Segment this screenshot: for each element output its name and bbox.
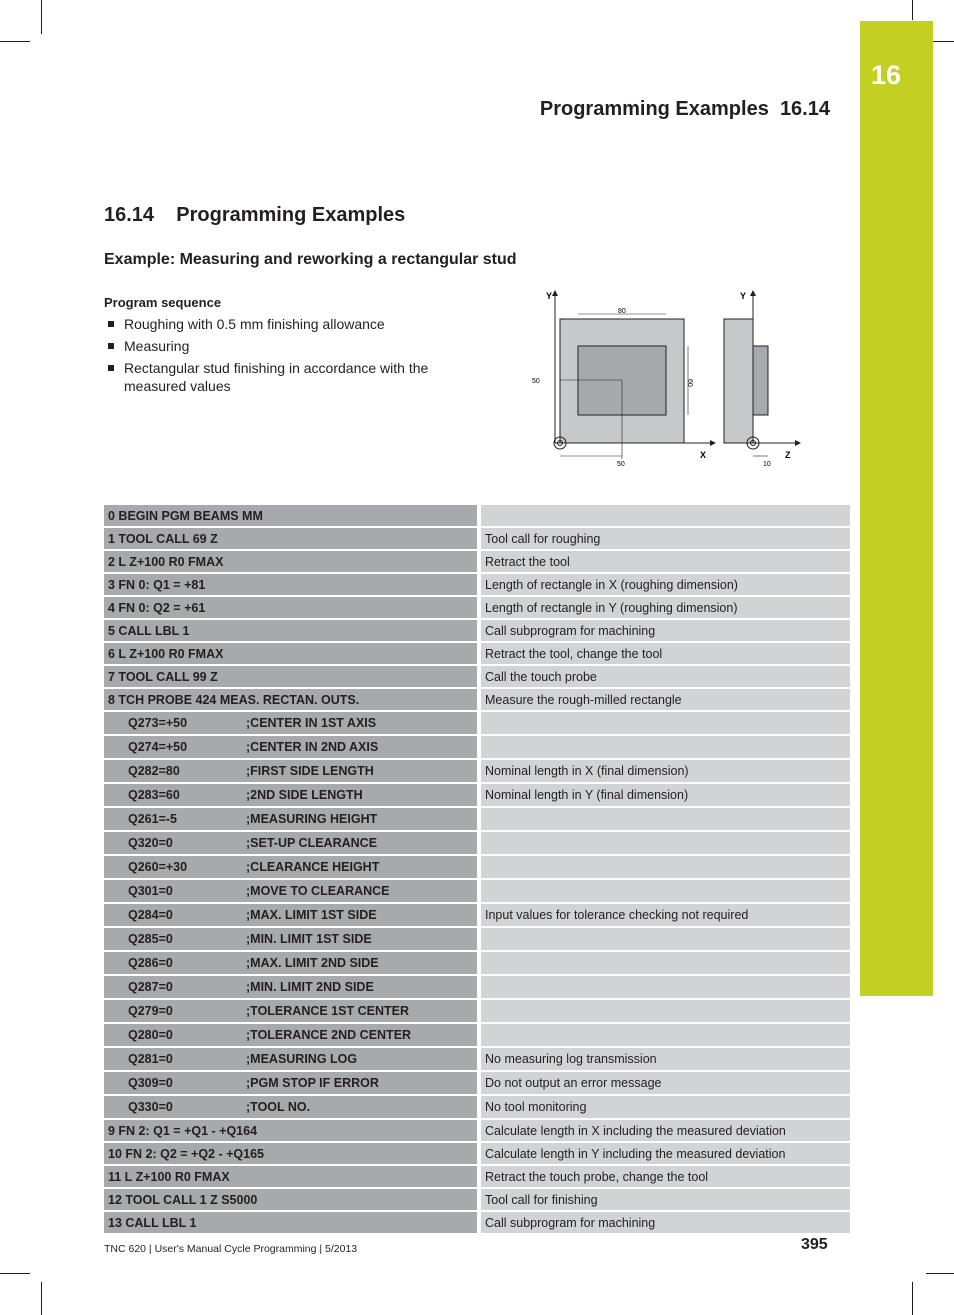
code-cell: 11 L Z+100 R0 FMAX	[104, 1165, 479, 1188]
comment-cell: No tool monitoring	[479, 1095, 850, 1119]
comment-cell	[479, 505, 850, 527]
code-cell: 8 TCH PROBE 424 MEAS. RECTAN. OUTS.	[104, 688, 479, 711]
workpiece-drawing	[530, 288, 810, 473]
comment-cell: Do not output an error message	[479, 1071, 850, 1095]
table-row	[104, 596, 850, 619]
param-name: Q301=0	[128, 884, 173, 898]
param-row	[104, 711, 850, 735]
comment-cell: Retract the tool, change the tool	[479, 642, 850, 665]
crop-mark	[912, 0, 913, 20]
comment-cell: Length of rectangle in Y (roughing dimension)	[479, 596, 850, 619]
param-desc: ;TOOL NO.	[246, 1100, 311, 1114]
example-title: Example: Measuring and reworking a rectangular stud	[104, 251, 517, 268]
crop-mark	[912, 1282, 913, 1315]
running-head: Programming Examples 16.14	[539, 98, 830, 120]
param-row	[104, 999, 850, 1023]
param-name: Q283=60	[128, 788, 180, 802]
param-row	[104, 855, 850, 879]
comment-cell	[479, 831, 850, 855]
param-row	[104, 1071, 850, 1095]
param-name: Q309=0	[128, 1076, 173, 1090]
table-row	[104, 665, 850, 688]
side-stud-outline	[753, 346, 768, 415]
param-row	[104, 759, 850, 783]
param-name: Q280=0	[128, 1028, 173, 1042]
param-desc: ;TOLERANCE 1ST CENTER	[246, 1004, 409, 1018]
param-row	[104, 903, 850, 927]
param-desc: ;TOLERANCE 2ND CENTER	[246, 1028, 412, 1042]
comment-cell: Call subprogram for machining	[479, 619, 850, 642]
code-cell: 5 CALL LBL 1	[104, 619, 479, 642]
dim-50-y: 50	[532, 378, 540, 385]
param-desc: ;2ND SIDE LENGTH	[246, 788, 363, 802]
param-row	[104, 783, 850, 807]
comment-cell: Retract the touch probe, change the tool	[479, 1165, 850, 1188]
list-item	[104, 315, 464, 333]
comment-cell: Calculate length in Y including the measured deviation	[479, 1142, 850, 1165]
param-name: Q260=+30	[128, 860, 188, 874]
code-cell: 3 FN 0: Q1 = +81	[104, 573, 479, 596]
dim-80: 80	[618, 308, 626, 315]
comment-cell	[479, 735, 850, 759]
param-desc: ;CLEARANCE HEIGHT	[246, 860, 380, 874]
param-desc: ;CENTER IN 2ND AXIS	[246, 740, 379, 754]
param-row	[104, 1047, 850, 1071]
param-row	[104, 975, 850, 999]
param-name: Q284=0	[128, 908, 173, 922]
comment-cell: Tool call for roughing	[479, 527, 850, 550]
param-row	[104, 1095, 850, 1119]
axis-label-x: X	[700, 450, 707, 460]
crop-mark	[0, 1273, 30, 1274]
code-cell: 0 BEGIN PGM BEAMS MM	[104, 505, 479, 527]
program-table	[104, 505, 850, 1235]
code-cell: 1 TOOL CALL 69 Z	[104, 527, 479, 550]
param-desc: ;MIN. LIMIT 2ND SIDE	[246, 980, 374, 994]
bullet-icon	[108, 321, 114, 327]
comment-cell: Measure the rough-milled rectangle	[479, 688, 850, 711]
dim-60: 60	[686, 379, 693, 387]
param-row	[104, 1023, 850, 1047]
table-row	[104, 688, 850, 711]
comment-cell	[479, 975, 850, 999]
param-name: Q281=0	[128, 1052, 173, 1066]
param-desc: ;MEASURING LOG	[246, 1052, 358, 1066]
table-row	[104, 1142, 850, 1165]
table-row	[104, 527, 850, 550]
table-row	[104, 1211, 850, 1234]
code-cell: 12 TOOL CALL 1 Z S5000	[104, 1188, 479, 1211]
crop-mark	[926, 1273, 954, 1274]
code-cell: 9 FN 2: Q1 = +Q1 - +Q164	[104, 1119, 479, 1142]
comment-cell	[479, 1023, 850, 1047]
code-cell: 7 TOOL CALL 99 Z	[104, 665, 479, 688]
param-name: Q279=0	[128, 1004, 173, 1018]
table-row	[104, 1188, 850, 1211]
code-cell: 13 CALL LBL 1	[104, 1211, 479, 1234]
param-name: Q286=0	[128, 956, 173, 970]
comment-cell	[479, 711, 850, 735]
axis-label-y: Y	[740, 291, 747, 301]
dim-10: 10	[763, 461, 771, 468]
code-cell: 2 L Z+100 R0 FMAX	[104, 550, 479, 573]
param-desc: ;FIRST SIDE LENGTH	[246, 764, 374, 778]
code-cell: 4 FN 0: Q2 = +61	[104, 596, 479, 619]
table-row	[104, 505, 850, 527]
table-row	[104, 619, 850, 642]
comment-cell: Input values for tolerance checking not required	[479, 903, 850, 927]
comment-cell: Tool call for finishing	[479, 1188, 850, 1211]
param-row	[104, 735, 850, 759]
section-title: 16.14 Programming Examples	[104, 204, 406, 226]
comment-cell: Retract the tool	[479, 550, 850, 573]
table-row	[104, 550, 850, 573]
param-name: Q287=0	[128, 980, 173, 994]
comment-cell	[479, 879, 850, 903]
footer-text: TNC 620 | User's Manual Cycle Programming | 5/2013	[104, 1243, 358, 1255]
bullet-icon	[108, 365, 114, 371]
param-desc: ;MAX. LIMIT 1ST SIDE	[246, 908, 377, 922]
comment-cell	[479, 855, 850, 879]
param-desc: ;MOVE TO CLEARANCE	[246, 884, 390, 898]
param-desc: ;MEASURING HEIGHT	[246, 812, 378, 826]
list-item	[104, 337, 464, 355]
list-item-text: Roughing with 0.5 mm finishing allowance	[124, 316, 385, 332]
comment-cell	[479, 927, 850, 951]
crop-mark	[41, 0, 42, 34]
param-name: Q274=+50	[128, 740, 188, 754]
table-row	[104, 1165, 850, 1188]
comment-cell: Length of rectangle in X (roughing dimension)	[479, 573, 850, 596]
param-row	[104, 807, 850, 831]
comment-cell: Call the touch probe	[479, 665, 850, 688]
comment-cell	[479, 807, 850, 831]
param-desc: ;SET-UP CLEARANCE	[246, 836, 378, 850]
table-row	[104, 573, 850, 596]
comment-cell	[479, 951, 850, 975]
param-name: Q285=0	[128, 932, 173, 946]
comment-cell: Nominal length in X (final dimension)	[479, 759, 850, 783]
sequence-list	[104, 315, 464, 399]
param-desc: ;CENTER IN 1ST AXIS	[246, 716, 377, 730]
param-name: Q273=+50	[128, 716, 188, 730]
table-row	[104, 642, 850, 665]
comment-cell	[479, 999, 850, 1023]
code-cell: 10 FN 2: Q2 = +Q2 - +Q165	[104, 1142, 479, 1165]
param-name: Q320=0	[128, 836, 173, 850]
table-row	[104, 1119, 850, 1142]
list-item	[104, 359, 464, 395]
param-row	[104, 831, 850, 855]
axis-label-z: Z	[785, 450, 791, 460]
chapter-tab	[860, 21, 933, 996]
comment-cell: Nominal length in Y (final dimension)	[479, 783, 850, 807]
comment-cell: Call subprogram for machining	[479, 1211, 850, 1234]
side-blank-outline	[724, 319, 753, 443]
crop-mark	[41, 1282, 42, 1315]
bullet-icon	[108, 343, 114, 349]
param-row	[104, 927, 850, 951]
comment-cell: No measuring log transmission	[479, 1047, 850, 1071]
dim-50-x: 50	[617, 461, 625, 468]
param-row	[104, 879, 850, 903]
crop-mark	[0, 41, 30, 42]
page-number: 395	[801, 1236, 828, 1253]
param-name: Q330=0	[128, 1100, 173, 1114]
param-name: Q261=-5	[128, 812, 177, 826]
param-desc: ;PGM STOP IF ERROR	[246, 1076, 379, 1090]
param-name: Q282=80	[128, 764, 180, 778]
axis-label-y: Y	[546, 291, 553, 301]
list-item-text: Measuring	[124, 338, 190, 354]
param-desc: ;MAX. LIMIT 2ND SIDE	[246, 956, 379, 970]
code-cell: 6 L Z+100 R0 FMAX	[104, 642, 479, 665]
param-row	[104, 951, 850, 975]
list-item-text: Rectangular stud finishing in accordance with the measured values	[124, 360, 429, 394]
chapter-number: 16	[871, 60, 902, 90]
param-desc: ;MIN. LIMIT 1ST SIDE	[246, 932, 372, 946]
comment-cell: Calculate length in X including the measured deviation	[479, 1119, 850, 1142]
sequence-title: Program sequence	[104, 295, 222, 310]
